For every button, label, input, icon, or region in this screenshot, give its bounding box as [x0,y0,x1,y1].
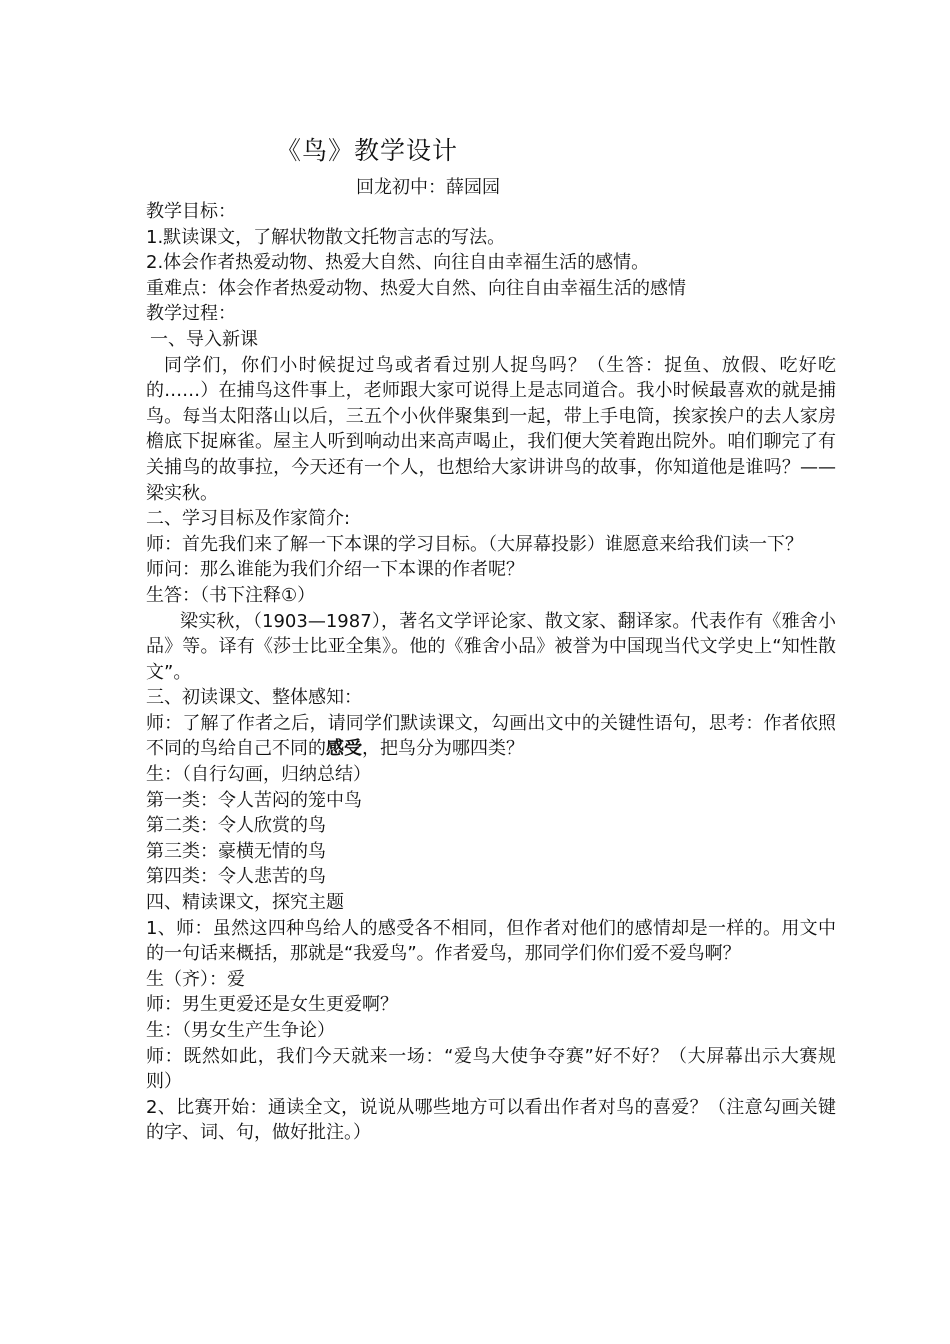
bird-category-1: 第一类：令人苦闷的笼中鸟 [146,789,362,811]
document-body [146,199,836,1146]
reading-task-text-end: ，把鸟分为哪四类？ [362,738,524,760]
bird-category-4: 第四类：令人悲苦的鸟 [146,866,326,888]
bird-category-2: 第二类：令人欣赏的鸟 [146,815,326,837]
contest-task: 2、比赛开始：通读全文，说说从哪些地方可以看出作者对鸟的喜爱？（注意勾画关键的字、词、句，做好批注。） [146,1096,836,1144]
key-difficulty: 重难点：体会作者热爱动物、热爱大自然、向往自由幸福生活的感情 [146,277,686,299]
goal-item-1: 1.默读课文，了解状物散文托物言志的写法。 [146,226,506,248]
reading-task-text: 师：了解了作者之后，请同学们默读课文，勾画出文中的关键性语句，思考：作者依照不同的鸟给自己不同的 [146,712,836,760]
bird-category-3: 第三类：豪横无情的鸟 [146,840,326,862]
contest-intro: 师：既然如此，我们今天就来一场：“爱鸟大使争夺赛”好不好？（大屏幕出示大赛规则） [146,1045,836,1093]
section-heading-goals: 教学目标： [146,201,236,222]
teacher-followup: 师：男生更爱还是女生更爱啊？ [146,994,398,1016]
step-heading-1: 一、导入新课 [150,328,258,350]
teacher-line: 师：首先我们来了解一下本课的学习目标。（大屏幕投影）谁愿意来给我们读一下？ [146,533,803,555]
student-activity: 生：（自行勾画，归纳总结） [146,764,371,786]
intro-paragraph: 同学们，你们小时候捉过鸟或者看过别人捉鸟吗？（生答：捉鱼、放假、吃好吃的……）在捕鸟这件事上，老师跟大家可说得上是志同道合。我小时候最喜欢的就是捕鸟。每当太阳落山以后，三五个小伙伴聚集到一起，带上手电筒，挨家挨户的去人家房檐底下捉麻雀。屋主人听到响动出来高声喝止，我们便大笑着跑出院外。咱们聊完了有关捕鸟的故事拉，今天还有一个人，也想给大家讲讲鸟的故事，你知道他是谁吗？——梁实秋。 [146,354,836,504]
close-reading-paragraph: 1、师：虽然这四种鸟给人的感受各不相同，但作者对他们的感情却是一样的。用文中的一句话来概括，那就是“我爱鸟”。作者爱鸟，那同学们你们爱不爱鸟啊？ [146,917,836,965]
student-debate: 生：（男女生产生争论） [146,1020,335,1041]
emphasized-word: 感受 [326,738,362,760]
teacher-question: 师问：那么谁能为我们介绍一下本课的作者呢？ [146,559,524,581]
student-chorus: 生（齐）：爱 [146,968,245,990]
section-heading-process: 教学过程： [146,303,236,325]
step-heading-2: 二、学习目标及作家简介: [146,508,351,530]
step-heading-4: 四、精读课文，探究主题 [146,892,344,914]
step-heading-3: 三、初读课文、整体感知： [146,687,362,709]
reading-task-paragraph [146,711,836,762]
document-title: 《鸟》教学设计 [276,136,459,165]
goal-item-2: 2.体会作者热爱动物、热爱大自然、向往自由幸福生活的感情。 [146,252,650,274]
student-answer: 生答：（书下注释①） [146,584,316,606]
author-bio-paragraph: 梁实秋，（1903—1987），著名文学评论家、散文家、翻译家。代表作有《雅舍小品》等。译有《莎士比亚全集》。他的《雅舍小品》被誉为中国现当代文学史上“知性散文”。 [146,610,836,683]
document-author: 回龙初中：薛园园 [356,177,500,198]
